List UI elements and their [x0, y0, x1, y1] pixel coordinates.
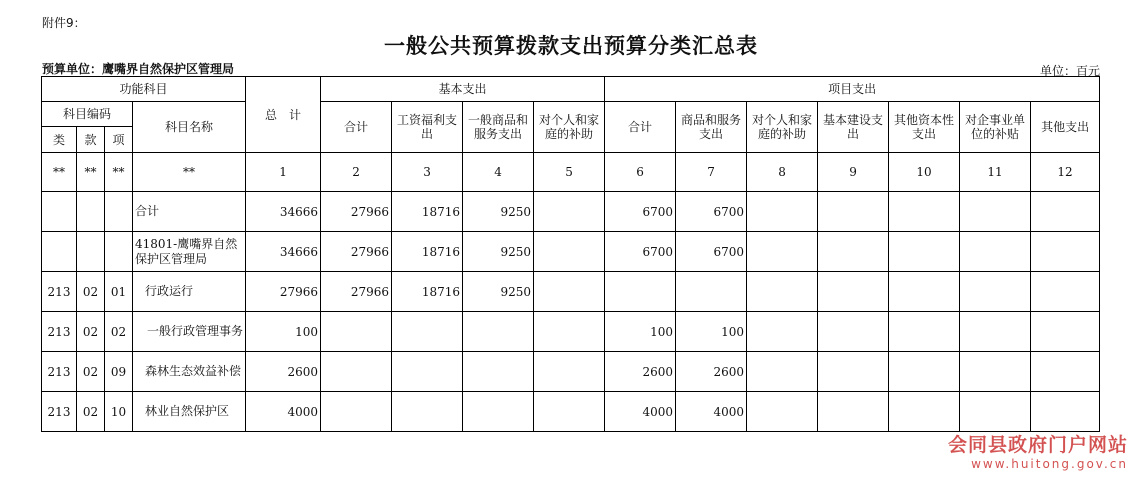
subject-name-header: 科目名称	[133, 102, 246, 153]
project-col-header: 对企事业单位的补贴	[960, 102, 1031, 153]
value-cell	[1031, 272, 1100, 312]
value-cell	[960, 272, 1031, 312]
value-cell: 27966	[321, 192, 392, 232]
index-cell: **	[77, 153, 105, 192]
value-cell	[1031, 392, 1100, 432]
index-cell: 9	[818, 153, 889, 192]
value-cell	[818, 312, 889, 352]
index-cell: 8	[747, 153, 818, 192]
subject-name-cell: 森林生态效益补偿	[133, 352, 246, 392]
value-cell: 2600	[246, 352, 321, 392]
index-cell: 12	[1031, 153, 1100, 192]
value-cell: 2600	[676, 352, 747, 392]
subject-name-cell: 合计	[133, 192, 246, 232]
project-col-header: 其他资本性支出	[889, 102, 960, 153]
value-cell	[818, 192, 889, 232]
site-watermark	[948, 430, 1128, 471]
value-cell: 27966	[321, 232, 392, 272]
value-cell	[534, 232, 605, 272]
value-cell	[960, 232, 1031, 272]
lei-cell: 213	[42, 272, 77, 312]
value-cell: 34666	[246, 232, 321, 272]
value-cell	[1031, 232, 1100, 272]
value-cell	[1031, 312, 1100, 352]
project-col-header: 其他支出	[1031, 102, 1100, 153]
value-cell	[889, 352, 960, 392]
value-cell	[534, 272, 605, 312]
subject-code-header: 科目编码	[42, 102, 133, 127]
table-row	[42, 352, 1100, 392]
value-cell: 27966	[321, 272, 392, 312]
value-cell	[747, 312, 818, 352]
value-cell	[960, 312, 1031, 352]
kuan-cell: 02	[77, 392, 105, 432]
project-col-header: 基本建设支出	[818, 102, 889, 153]
value-cell	[321, 392, 392, 432]
watermark-name: 会同县政府门户网站	[947, 434, 1128, 456]
xiang-cell: 09	[105, 352, 133, 392]
value-cell: 6700	[605, 192, 676, 232]
subject-name-cell: 行政运行	[133, 272, 246, 312]
index-cell: 3	[392, 153, 463, 192]
value-cell: 4000	[605, 392, 676, 432]
kuan-cell	[77, 192, 105, 232]
value-cell	[747, 272, 818, 312]
value-cell	[534, 192, 605, 232]
value-cell	[889, 392, 960, 432]
value-cell: 6700	[605, 232, 676, 272]
value-cell	[818, 392, 889, 432]
project-col-header: 合计	[605, 102, 676, 153]
value-cell: 27966	[246, 272, 321, 312]
value-cell	[534, 312, 605, 352]
value-cell	[818, 272, 889, 312]
attachment-label: 附件9：	[42, 16, 86, 30]
kuan-cell: 02	[77, 352, 105, 392]
value-cell	[1031, 352, 1100, 392]
value-cell	[889, 192, 960, 232]
table-row	[42, 272, 1100, 312]
subject-name-cell: 41801-鹰嘴界自然保护区管理局	[133, 232, 246, 272]
index-row	[42, 153, 1100, 192]
index-cell: **	[105, 153, 133, 192]
value-cell: 34666	[246, 192, 321, 232]
index-cell: 10	[889, 153, 960, 192]
budget-unit: 预算单位：鹰嘴界自然保护区管理局	[42, 62, 235, 76]
xiang-cell: 10	[105, 392, 133, 432]
kuan-cell: 02	[77, 312, 105, 352]
table-row	[42, 192, 1100, 232]
value-cell	[747, 352, 818, 392]
index-cell: 2	[321, 153, 392, 192]
value-cell	[889, 312, 960, 352]
value-cell	[321, 312, 392, 352]
value-cell	[889, 232, 960, 272]
value-cell	[392, 312, 463, 352]
index-cell: **	[42, 153, 77, 192]
index-cell: 1	[246, 153, 321, 192]
project-col-header: 商品和服务支出	[676, 102, 747, 153]
table-row	[42, 392, 1100, 432]
value-cell: 4000	[246, 392, 321, 432]
basic-col-header: 对个人和家庭的补助	[534, 102, 605, 153]
lei-cell: 213	[42, 312, 77, 352]
value-cell	[534, 352, 605, 392]
value-cell	[747, 232, 818, 272]
table-row	[42, 312, 1100, 352]
basic-col-header: 工资福利支出	[392, 102, 463, 153]
subject-name-cell: 林业自然保护区	[133, 392, 246, 432]
project-expenditure-header: 项目支出	[605, 77, 1100, 102]
kuan-cell: 02	[77, 272, 105, 312]
currency-unit: 单位：百元	[1039, 64, 1100, 78]
value-cell	[392, 392, 463, 432]
xiang-cell: 01	[105, 272, 133, 312]
value-cell: 18716	[392, 192, 463, 232]
value-cell	[960, 352, 1031, 392]
value-cell	[463, 312, 534, 352]
index-cell: 6	[605, 153, 676, 192]
lei-header: 类	[42, 127, 77, 153]
budget-table	[41, 76, 1100, 432]
value-cell: 2600	[605, 352, 676, 392]
lei-cell	[42, 192, 77, 232]
value-cell	[676, 272, 747, 312]
value-cell: 18716	[392, 232, 463, 272]
xiang-cell: 02	[105, 312, 133, 352]
value-cell: 9250	[463, 192, 534, 232]
value-cell	[889, 272, 960, 312]
project-col-header: 对个人和家庭的补助	[747, 102, 818, 153]
basic-col-header: 合计	[321, 102, 392, 153]
index-cell: 7	[676, 153, 747, 192]
value-cell	[463, 392, 534, 432]
value-cell	[960, 392, 1031, 432]
basic-col-header: 一般商品和服务支出	[463, 102, 534, 153]
value-cell	[747, 192, 818, 232]
header-row-2	[42, 102, 1100, 127]
index-cell: 5	[534, 153, 605, 192]
lei-cell: 213	[42, 392, 77, 432]
value-cell: 18716	[392, 272, 463, 312]
xiang-cell	[105, 192, 133, 232]
value-cell: 9250	[463, 232, 534, 272]
value-cell: 100	[605, 312, 676, 352]
subject-name-cell: 一般行政管理事务	[133, 312, 246, 352]
value-cell	[747, 392, 818, 432]
index-cell: **	[133, 153, 246, 192]
lei-cell: 213	[42, 352, 77, 392]
value-cell	[321, 352, 392, 392]
value-cell	[605, 272, 676, 312]
xiang-cell	[105, 232, 133, 272]
functional-subject-header: 功能科目	[42, 77, 246, 102]
value-cell	[1031, 192, 1100, 232]
value-cell	[818, 352, 889, 392]
index-cell: 4	[463, 153, 534, 192]
xiang-header: 项	[105, 127, 133, 153]
value-cell	[463, 352, 534, 392]
watermark-url: www.huitong.gov.cn	[971, 457, 1128, 471]
value-cell: 100	[246, 312, 321, 352]
kuan-header: 款	[77, 127, 105, 153]
value-cell: 6700	[676, 232, 747, 272]
value-cell: 6700	[676, 192, 747, 232]
value-cell: 9250	[463, 272, 534, 312]
page-title: 一般公共预算拨款支出预算分类汇总表	[384, 34, 758, 58]
header-row-1	[42, 77, 1100, 102]
value-cell: 4000	[676, 392, 747, 432]
lei-cell	[42, 232, 77, 272]
table-row	[42, 232, 1100, 272]
basic-expenditure-header: 基本支出	[321, 77, 605, 102]
kuan-cell	[77, 232, 105, 272]
value-cell: 100	[676, 312, 747, 352]
value-cell	[818, 232, 889, 272]
value-cell	[960, 192, 1031, 232]
value-cell	[534, 392, 605, 432]
value-cell	[392, 352, 463, 392]
index-cell: 11	[960, 153, 1031, 192]
total-header: 总 计	[246, 77, 321, 153]
